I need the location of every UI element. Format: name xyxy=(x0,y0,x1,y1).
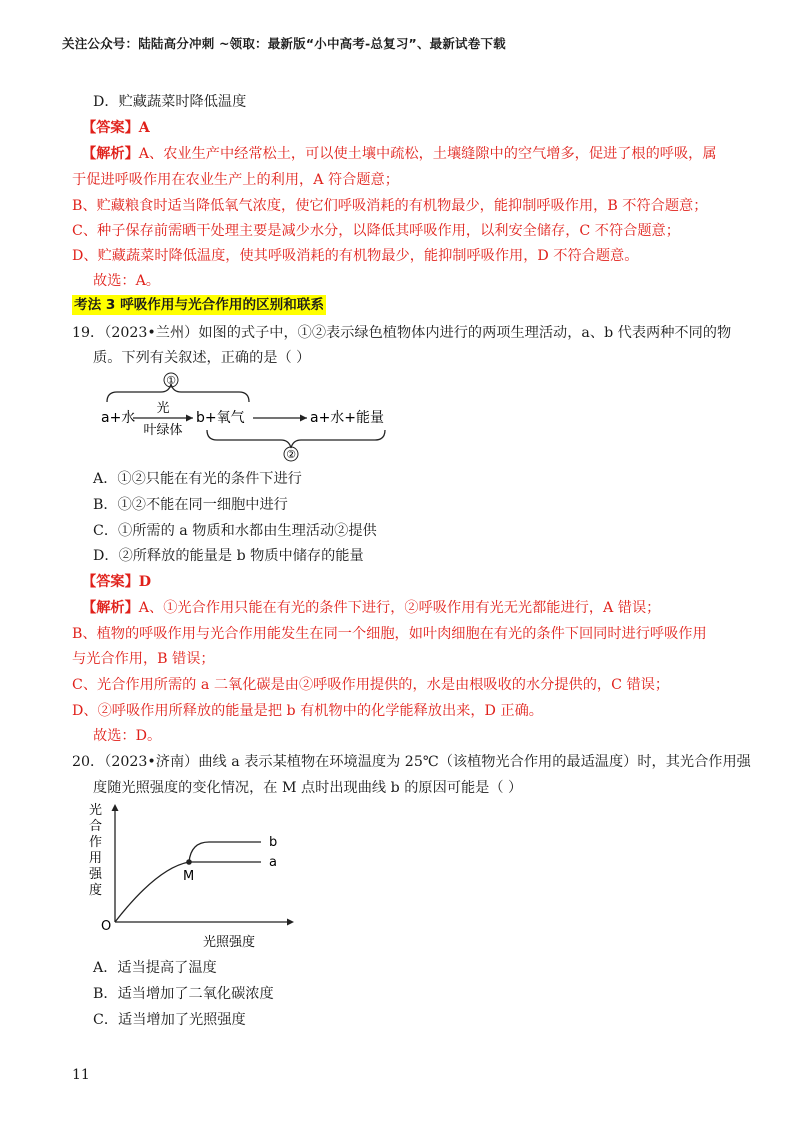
q19-analysis-line-2: B、植物的呼吸作用与光合作用能发生在同一个细胞，如叶肉细胞在有光的条件下回同时进行呼吸作用 xyxy=(72,626,707,642)
analysis-text: A、农业生产中经常松土，可以使土壤中疏松，土壤缝隙中的空气增多，促进了根的呼吸，属 xyxy=(138,146,717,162)
q19-option-a: A．①②只能在有光的条件下进行 xyxy=(93,471,302,487)
answer-value: A xyxy=(138,120,150,136)
analysis-tag: 【解析】 xyxy=(82,146,139,162)
q19-stem-line-1: 19．（2023•兰州）如图的式子中，①②表示绿色植物体内进行的两项生理活动，a、b 代表两种不同的物 xyxy=(72,325,732,341)
q18-conclusion: 故选：A。 xyxy=(93,273,160,289)
reactant-left: a+水 xyxy=(101,410,136,426)
q20-option-a: A．适当提高了温度 xyxy=(93,960,217,976)
q19-analysis-line-5: D、②呼吸作用所释放的能量是把 b 有机物中的化学能释放出来，D 正确。 xyxy=(72,703,543,719)
q19-option-c: C．①所需的 a 物质和水都由生理活动②提供 xyxy=(93,523,377,539)
x-axis-arrow xyxy=(287,919,294,926)
curve-a-label: a xyxy=(269,855,277,870)
analysis-tag: 【解析】 xyxy=(82,600,139,616)
analysis-text: A、①光合作用只能在有光的条件下进行，②呼吸作用有光无光都能进行，A 错误； xyxy=(138,600,661,616)
y-label-char: 强 xyxy=(89,867,103,882)
y-label-char: 用 xyxy=(89,851,103,866)
q19-answer xyxy=(82,571,151,591)
q19-diagram xyxy=(95,372,415,468)
y-axis-label xyxy=(89,802,103,898)
product-middle: b+氧气 xyxy=(196,410,245,426)
arrowhead-2 xyxy=(300,415,307,422)
q19-option-b: B．①②不能在同一细胞中进行 xyxy=(93,497,288,513)
section-title: 考法 3 呼吸作用与光合作用的区别和联系 xyxy=(74,297,325,313)
q19-conclusion: 故选：D。 xyxy=(93,728,162,744)
page-number: 11 xyxy=(72,1067,90,1083)
q19-analysis-line-4: C、光合作用所需的 a 二氧化碳是由②呼吸作用提供的，水是由根吸收的水分提供的，C 错误； xyxy=(72,677,670,693)
q19-stem-line-2: 质。下列有关叙述，正确的是（ ） xyxy=(93,350,311,366)
q19-analysis-line-3: 与光合作用，B 错误； xyxy=(72,651,215,667)
q18-option-d: D．贮藏蔬菜时降低温度 xyxy=(93,94,247,110)
q19-analysis-line-1 xyxy=(82,597,660,617)
arrow-bottom-label: 叶绿体 xyxy=(143,423,183,438)
y-label-char: 合 xyxy=(89,819,103,834)
q18-analysis-line-5: D、贮藏蔬菜时降低温度，使其呼吸消耗的有机物最少，能抑制呼吸作用，D 不符合题意。 xyxy=(72,248,639,264)
answer-tag: 【答案】 xyxy=(82,120,139,136)
q18-analysis-line-3: B、贮藏粮食时适当降低氧气浓度，使它们呼吸消耗的有机物最少，能抑制呼吸作用，B 不符合题意； xyxy=(72,198,708,214)
point-m xyxy=(186,859,192,865)
arrowhead-1 xyxy=(186,415,193,422)
y-label-char: 光 xyxy=(89,803,103,818)
brace-top-label: ① xyxy=(166,374,176,387)
y-label-char: 作 xyxy=(89,835,103,850)
x-axis-label: 光照强度 xyxy=(203,935,256,950)
brace-top xyxy=(107,384,249,402)
q20-option-c: C．适当增加了光照强度 xyxy=(93,1012,246,1028)
product-right: a+水+能量 xyxy=(310,410,385,426)
answer-value: D xyxy=(138,574,152,590)
brace-bottom xyxy=(207,430,385,448)
answer-tag: 【答案】 xyxy=(82,574,139,590)
q18-analysis-line-2: 于促进呼吸作用在农业生产上的利用，A 符合题意； xyxy=(72,172,399,188)
q18-answer xyxy=(82,117,150,137)
arrow-top-label: 光 xyxy=(156,401,170,416)
y-label-char: 度 xyxy=(89,883,103,898)
q19-option-d: D．②所释放的能量是 b 物质中储存的能量 xyxy=(93,548,364,564)
q20-stem-line-1: 20．（2023•济南）曲线 a 表示某植物在环境温度为 25℃（该植物光合作用的最适温度）时，其光合作用强 xyxy=(72,754,751,770)
q18-analysis-line-4: C、种子保存前需晒干处理主要是减少水分，以降低其呼吸作用，以利安全储存，C 不符合题意； xyxy=(72,223,680,239)
q20-option-b: B．适当增加了二氧化碳浓度 xyxy=(93,986,274,1002)
q18-analysis-line-1 xyxy=(82,143,717,163)
point-m-label: M xyxy=(183,869,195,884)
page-header: 关注公众号：陆陆高分冲刺 ~领取：最新版“小中高考-总复习”、最新试卷下载 xyxy=(62,36,506,51)
curve-b-label: b xyxy=(269,835,278,850)
y-axis-arrow xyxy=(112,804,119,811)
origin-label: O xyxy=(101,919,112,934)
q20-stem-line-2: 度随光照强度的变化情况，在 M 点时出现曲线 b 的原因可能是（ ） xyxy=(93,780,523,796)
brace-bottom-label: ② xyxy=(286,448,296,461)
curve-b xyxy=(189,842,261,862)
q20-graph xyxy=(85,800,305,952)
